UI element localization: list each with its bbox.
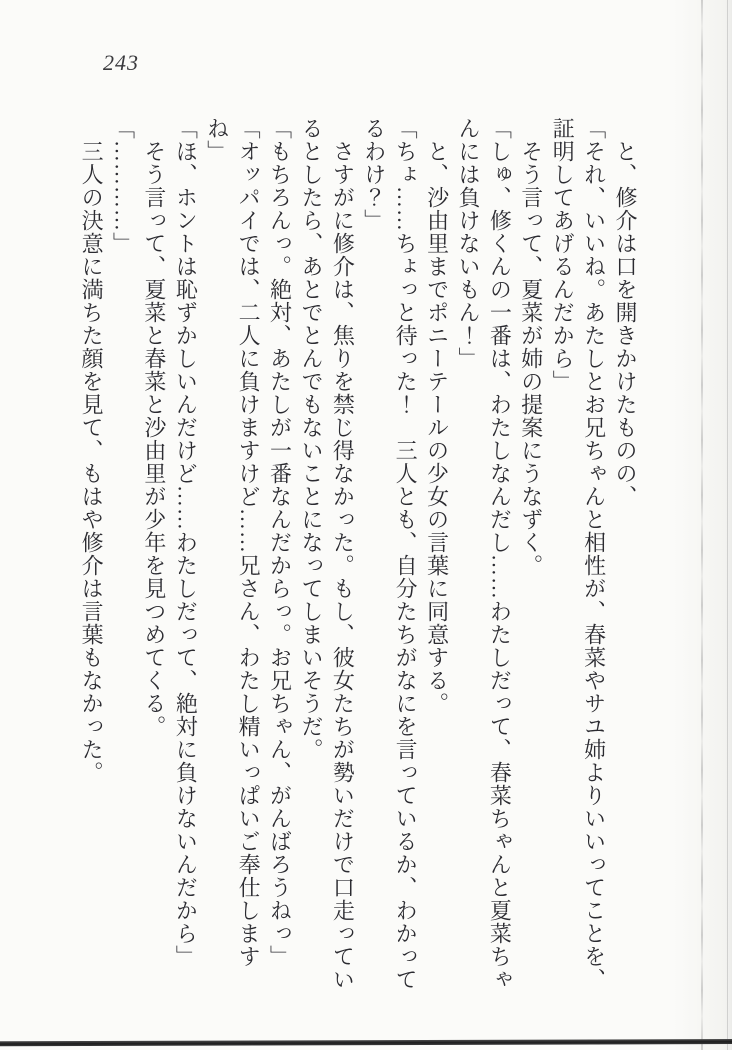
paragraph-9: 「オッパイでは、二人に負けますけど……兄さん、わたし精いっぱいご奉仕しますね」 <box>204 117 262 968</box>
paragraph-10: 「ほ、ホントは恥ずかしいんだけど……わたしだって、絶対に負けないんだから」 <box>173 117 199 968</box>
paragraph-6: 「ちょ……ちょっと待った！ 三人とも、自分たちがなにを言っているか、わかってるわけ？」 <box>361 117 419 991</box>
paragraph-13: 三人の決意に満ちた顔を見て、もはや修介は言葉もなかった。 <box>79 140 105 784</box>
bottom-scan-rule <box>0 1039 732 1046</box>
paragraph-2: 「それ、いいね。あたしとお兄ちゃんと相性が、春菜やサユ姉よりいいってことを、証明してあげるんだから」 <box>550 117 607 991</box>
paragraph-1: と、修介は口を開きかけたものの、 <box>613 140 638 508</box>
page-number: 243 <box>103 50 139 75</box>
page-edge-scan-line <box>701 0 703 1050</box>
paragraph-8: 「もちろんっ。絶対、あたしが一番なんだからっ。お兄ちゃん、がんばろうねっ」 <box>267 117 293 968</box>
page-outer-edge-line <box>727 0 728 1050</box>
paragraph-11: そう言って、夏菜と春菜と沙由里が少年を見つめてくる。 <box>141 140 167 738</box>
paragraph-5: と、沙由里までポニーテールの少女の言葉に同意する。 <box>424 140 450 715</box>
paragraph-12: 「…………」 <box>110 117 136 255</box>
paragraph-4: 「しゅ、修くんの一番は、わたしなんだし……わたしだって、春菜ちゃんと夏菜ちゃんには負けないもん！」 <box>455 117 513 991</box>
paragraph-3: そう言って、夏菜が姉の提案にうなずく。 <box>518 140 544 577</box>
text-block <box>76 117 641 993</box>
paragraph-7: さすがに修介は、焦りを禁じ得なかった。もし、彼女たちが勢いだけで口走っているとしたら、あとでとんでもないことになってしまいそうだ。 <box>298 117 356 991</box>
